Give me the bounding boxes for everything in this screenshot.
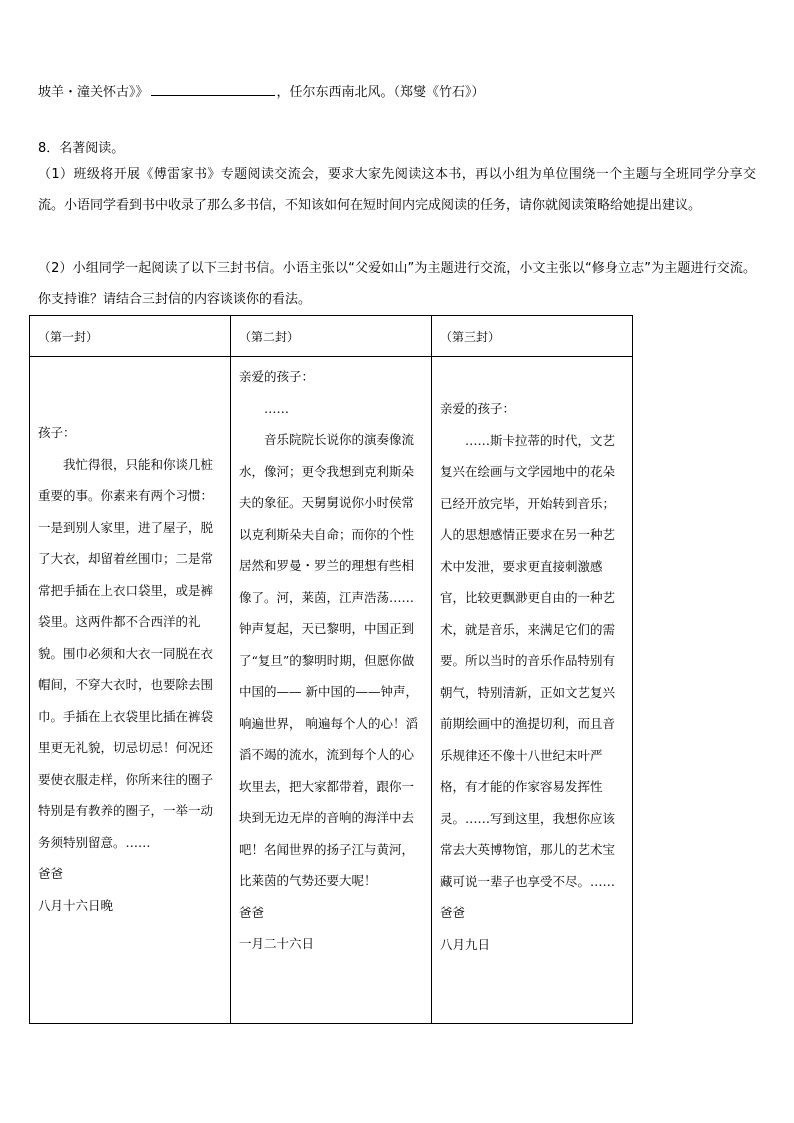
question-title: 8．名著阅读。 [38, 141, 125, 156]
letter-1-signature: 爸爸 [38, 866, 64, 881]
letter-2-date: 一月二十六日 [239, 936, 315, 951]
letter-3-body: ……斯卡拉蒂的时代，文艺复兴在绘画与文学园地中的花朵已经开放完毕，开始转到音乐；人的思想感情正要求在另一种艺术中发泄，要求更直接刺激感官，比较更飘渺更自由的一种艺术，就是音乐，来满足它们的需要。所以当时的音乐作品特别有朝气，特别清新，正如文艺复兴前期绘画中的渔提切利，而且音乐规律还不像十八世纪末叶严格，有才能的作家容易发挥性灵。……写到这里，我想你应该常去大英博物馆，那儿的艺术宝藏可说一辈子也享受不尽。…… [440, 432, 616, 889]
quote-fill-line [38, 83, 485, 101]
letter-1 [38, 357, 222, 921]
question-part-1: （1）班级将开展《傅雷家书》专题阅读交流会，要求大家先阅读这本书，再以小组为单位围绕一个主题与全班同学分享交流。小语同学看到书中收录了那么多书信，不知该如何在短时间内完成阅读的任务，请你就阅读策略给她提出建议。 [38, 167, 756, 213]
letter-1-cell [30, 357, 231, 1024]
letters-header-row [30, 316, 633, 357]
letter-2-body: 音乐院院长说你的演奏像流水，像河；更令我想到克利斯朵夫的象征。天舅舅说你小时侯常以克利斯朵夫自命；而你的个性居然和罗曼・罗兰的理想有些相像了。河，莱茵，江声浩荡……钟声复起，天已黎明，中国正到了“复旦”的黎明时期，但愿你做中国的—— 新中国的——钟声，响遍世界， 响遍每个人的心！滔滔不竭的流水，流到每个人的心坎里去，把大家都带着，跟你一块到无边无岸的音响的海洋中去吧！名闻世界的扬子江与黄河，比莱茵的气势还要大呢！ [239, 432, 418, 888]
letter-1-date: 八月十六日晚 [38, 897, 114, 913]
letter-2-cell [231, 357, 432, 1024]
letter-2-ellipsis: …… [264, 400, 289, 416]
letters-table [29, 315, 633, 1024]
letter-1-body: 我忙得很，只能和你谈几桩重要的事。你素来有两个习惯：一是到别人家里，进了屋子，脱了大衣，却留着丝围巾；二是常常把手插在上衣口袋里，或是裤袋里。这两件都不合西洋的礼貌。围巾必须和大衣一同脱在衣帽间，不穿大衣时，也要除去围巾。手插在上衣袋里比插在裤袋里更无礼貌，切忌切忌！何况还要使衣服走样，你所来往的圈子特别是有教养的圈子，一举一动务须特别留意。…… [38, 456, 214, 850]
letter-3 [440, 357, 624, 960]
letter-1-greeting: 孩子： [38, 425, 76, 440]
letter-3-cell [432, 357, 633, 1024]
fill-blank[interactable] [151, 83, 275, 96]
question-part-2: （2）小组同学一起阅读了以下三封书信。小语主张以“父爱如山”为主题进行交流，小文主张以“修身立志”为主题进行交流。你支持谁？请结合三封信的内容谈谈你的看法。 [38, 261, 756, 307]
quote-fill-before: 坡羊・潼关怀古》》 [38, 85, 149, 100]
letter-1-header: （第一封） [30, 316, 231, 357]
letter-2-signature: 爸爸 [239, 904, 265, 920]
letter-3-date: 八月九日 [440, 936, 491, 952]
letter-2-greeting: 亲爱的孩子： [239, 369, 315, 384]
letters-body-row [30, 357, 633, 1024]
letter-3-signature: 爸爸 [440, 905, 466, 920]
letter-3-header: （第三封） [432, 316, 633, 357]
letter-2-header: （第二封） [231, 316, 432, 357]
letter-3-greeting: 亲爱的孩子： [440, 401, 516, 416]
quote-fill-after: ，任尔东西南北风。（郑燮《竹石》） [276, 85, 485, 100]
letter-2 [239, 357, 423, 960]
